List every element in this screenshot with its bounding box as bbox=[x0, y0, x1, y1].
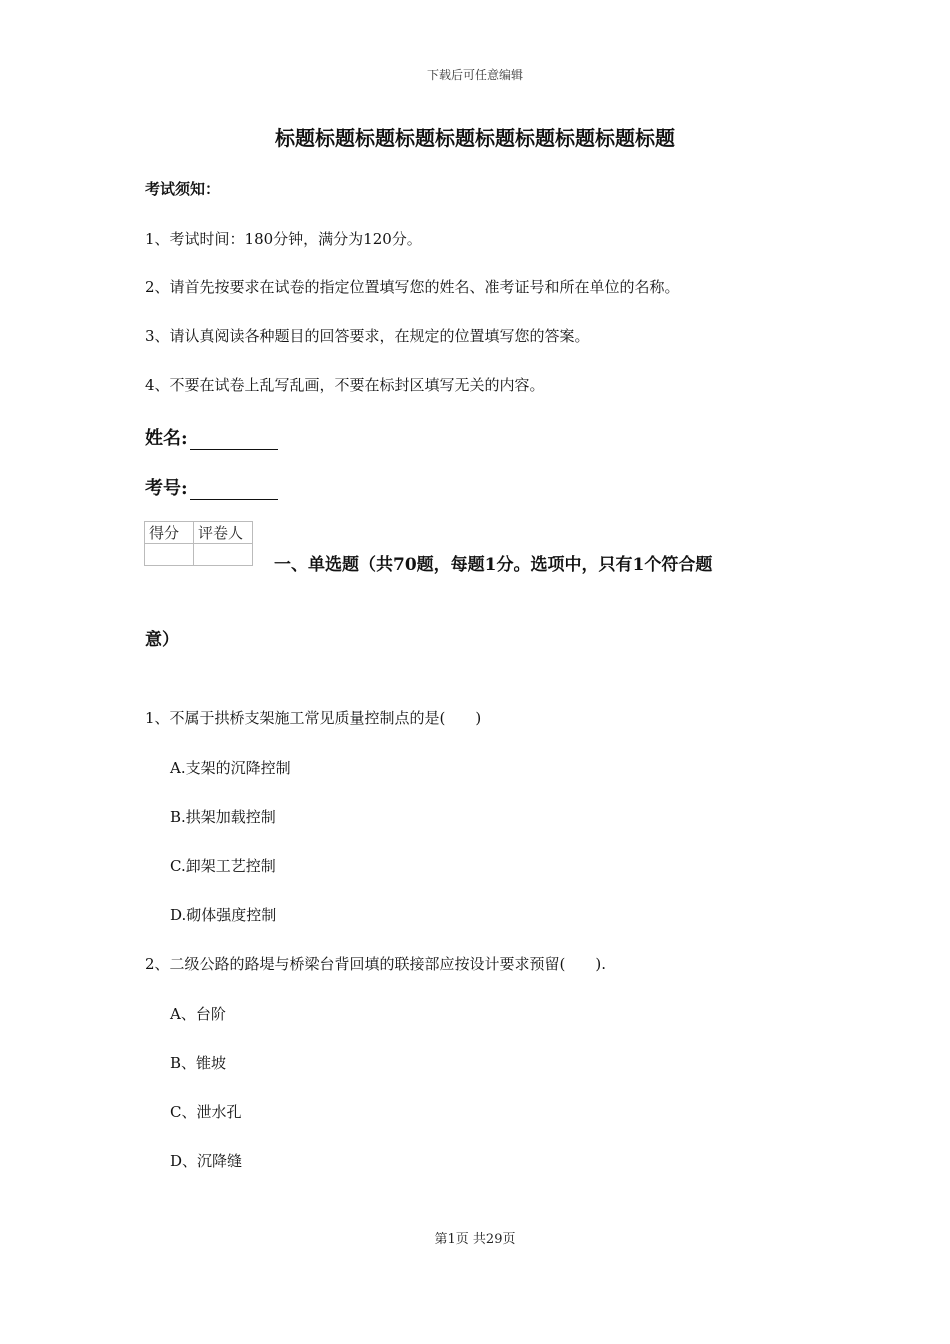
exam-id-label: 考号: bbox=[145, 478, 188, 499]
header-note: 下载后可任意编辑 bbox=[426, 68, 523, 82]
grader-header: 评卷人 bbox=[194, 522, 253, 544]
section-title: 一、单选题（共70题，每题1分。选项中，只有1个符合题 bbox=[274, 555, 713, 575]
score-table bbox=[144, 521, 253, 566]
score-table-entry-row bbox=[145, 544, 253, 566]
question-2-option-b[interactable]: B、锥坡 bbox=[170, 1054, 227, 1072]
question-2: 2、二级公路的路堤与桥梁台背回填的联接部应按设计要求预留( ). bbox=[145, 955, 607, 973]
exam-id-field[interactable] bbox=[145, 474, 278, 500]
notice-rule-2: 2、请首先按要求在试卷的指定位置填写您的姓名、准考证号和所在单位的名称。 bbox=[145, 278, 680, 296]
exam-id-blank-line[interactable] bbox=[190, 481, 278, 500]
grader-cell[interactable] bbox=[194, 544, 253, 566]
question-1-option-a[interactable]: A.支架的沉降控制 bbox=[170, 759, 291, 777]
notice-rule-3: 3、请认真阅读各种题目的回答要求，在规定的位置填写您的答案。 bbox=[145, 327, 590, 345]
page-footer: 第1页 共29页 bbox=[434, 1232, 516, 1247]
question-2-option-a[interactable]: A、台阶 bbox=[170, 1005, 226, 1023]
question-2-option-d[interactable]: D、沉降缝 bbox=[170, 1152, 243, 1170]
name-blank-line[interactable] bbox=[190, 431, 278, 450]
score-header: 得分 bbox=[145, 522, 194, 544]
document-title: 标题标题标题标题标题标题标题标题标题标题 bbox=[275, 126, 675, 150]
notice-rule-4: 4、不要在试卷上乱写乱画，不要在标封区填写无关的内容。 bbox=[145, 376, 545, 394]
question-2-option-c[interactable]: C、泄水孔 bbox=[170, 1103, 242, 1121]
question-1-option-d[interactable]: D.砌体强度控制 bbox=[170, 906, 277, 924]
name-label: 姓名: bbox=[145, 428, 188, 449]
section-title-continued: 意） bbox=[145, 630, 179, 650]
notice-rule-1: 1、考试时间：180分钟，满分为120分。 bbox=[145, 230, 422, 248]
question-1: 1、不属于拱桥支架施工常见质量控制点的是( ) bbox=[145, 709, 482, 727]
name-field[interactable] bbox=[145, 424, 278, 450]
notice-heading: 考试须知： bbox=[145, 180, 221, 198]
question-1-option-b[interactable]: B.拱架加载控制 bbox=[170, 808, 276, 826]
score-table-header-row bbox=[145, 522, 253, 544]
score-cell[interactable] bbox=[145, 544, 194, 566]
question-1-option-c[interactable]: C.卸架工艺控制 bbox=[170, 857, 276, 875]
